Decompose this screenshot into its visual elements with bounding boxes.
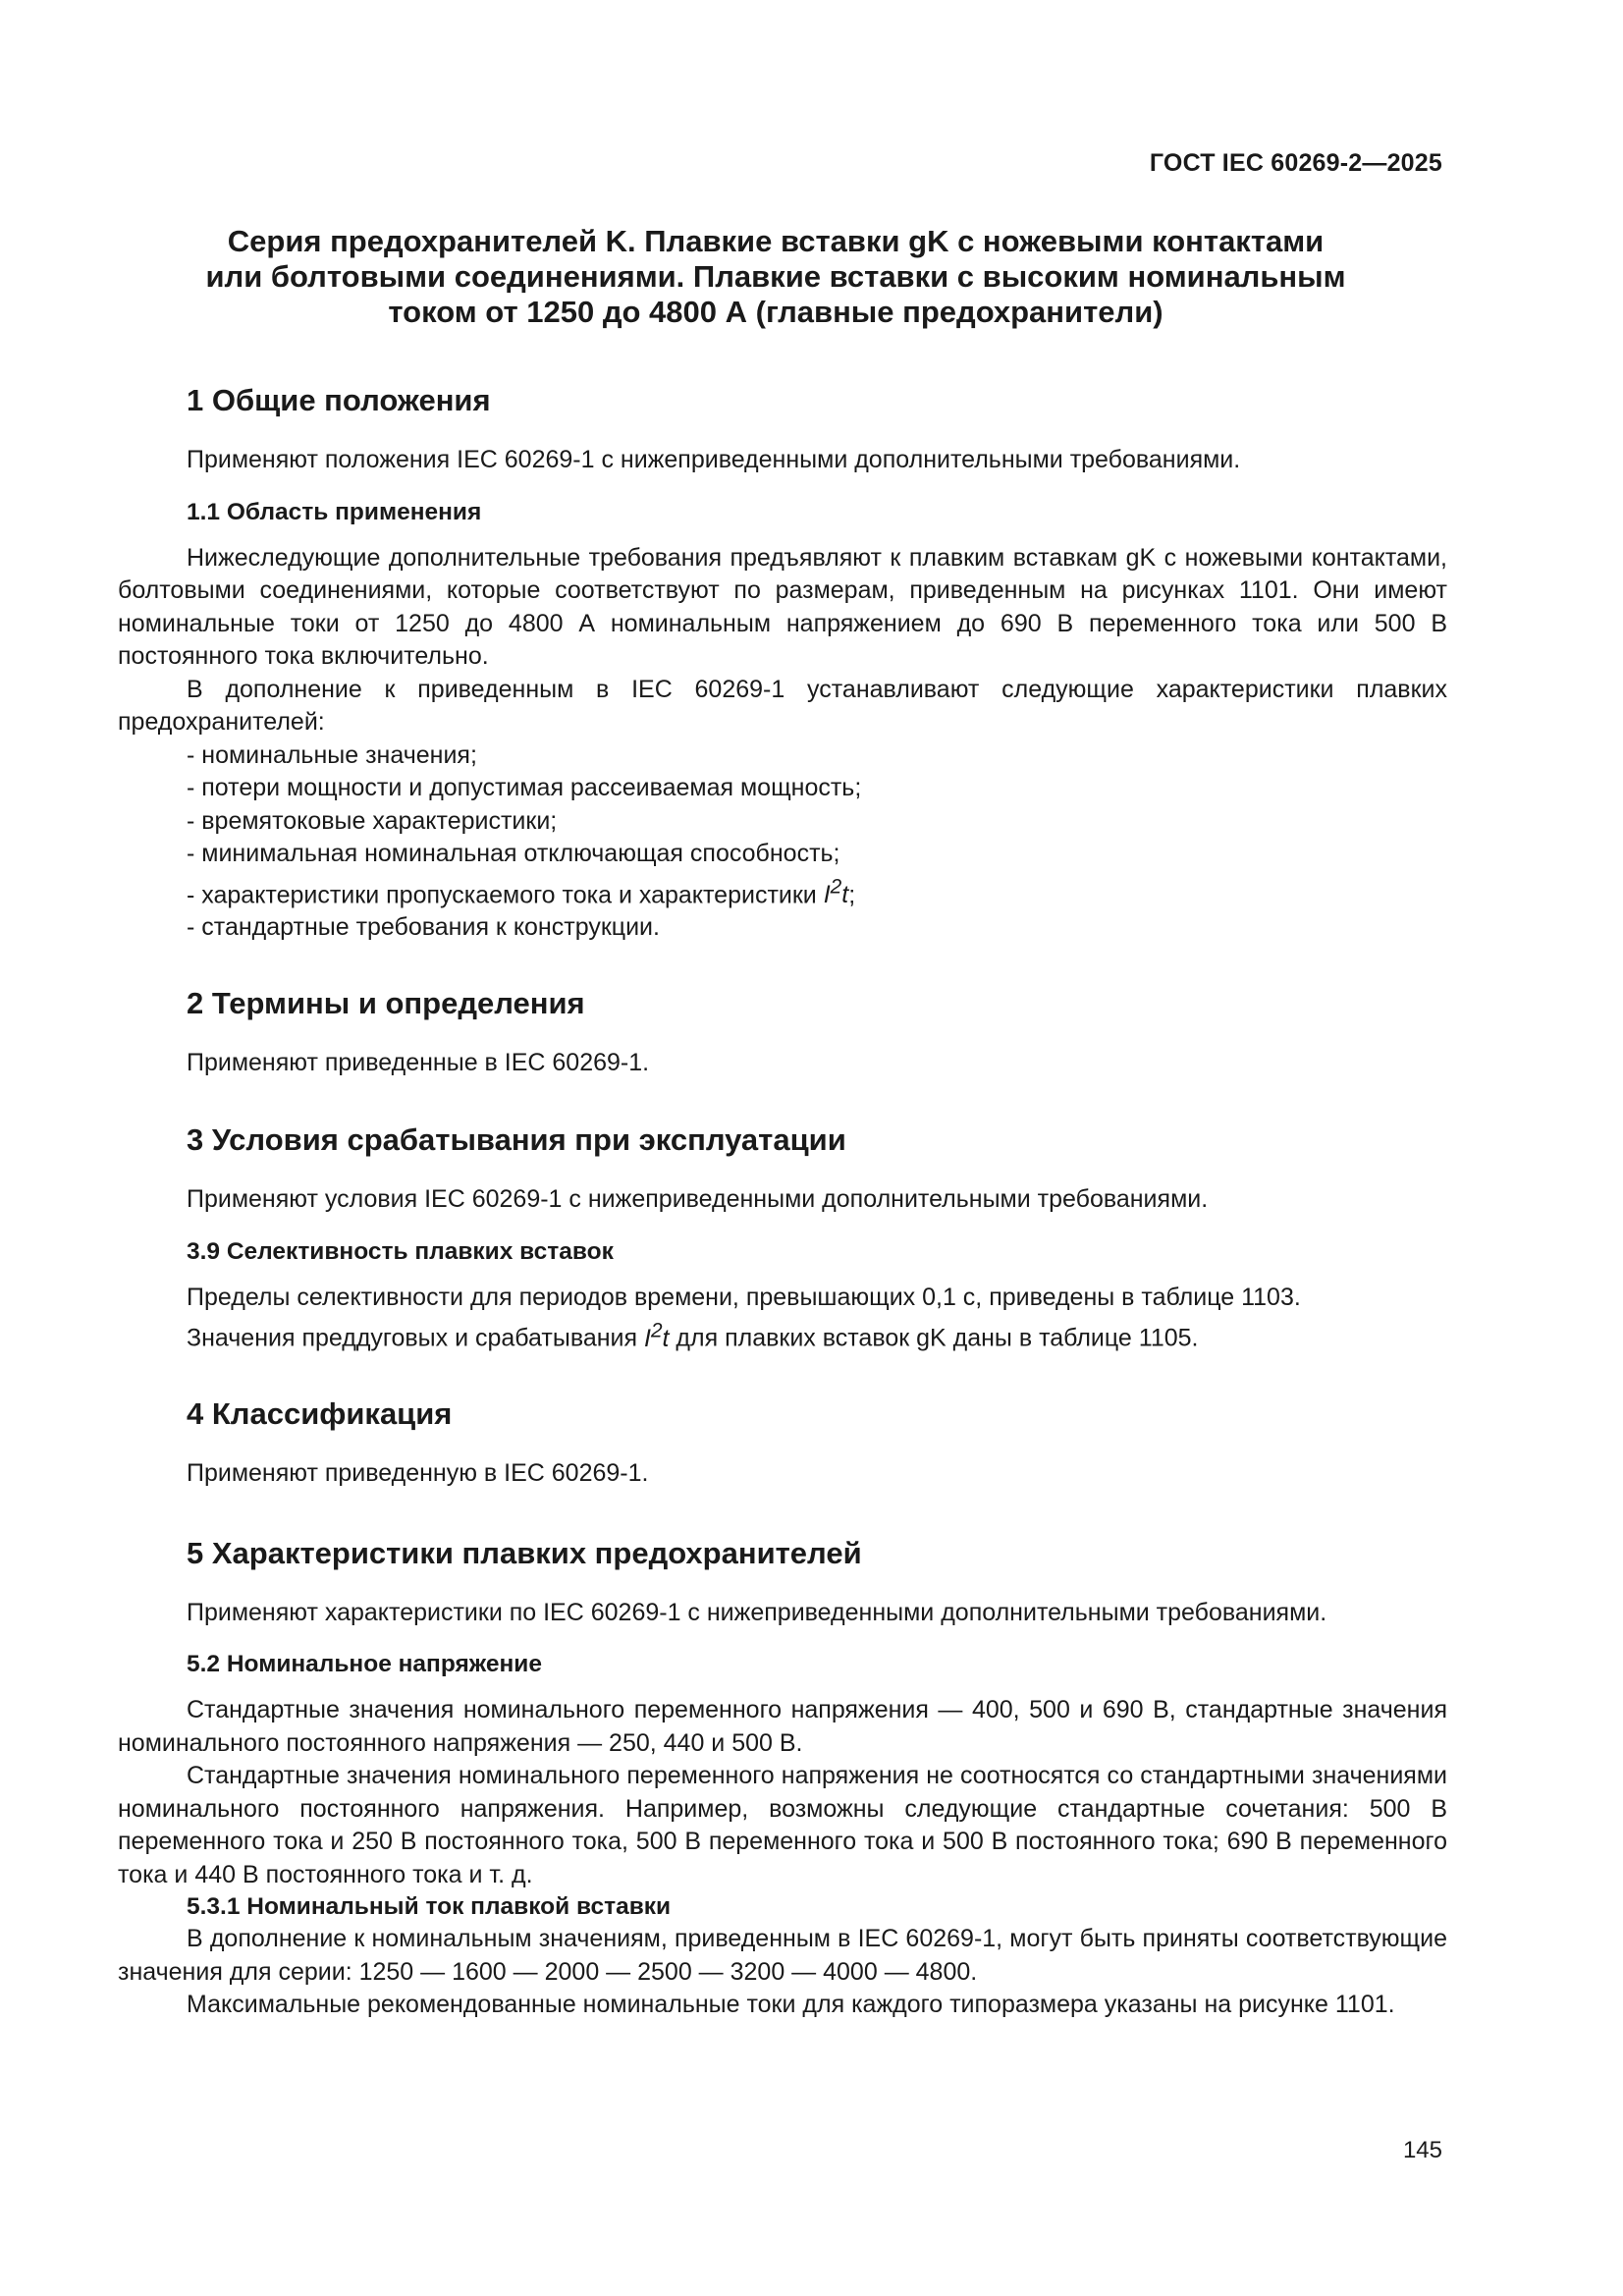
paragraph-text: для плавких вставок gK даны в таблице 1105. [669,1324,1199,1352]
document-title [147,224,1404,330]
symbol-i: I [643,1324,651,1352]
symbol-t: t [841,880,849,908]
subsection-heading-5-2: 5.2 Номинальное напряжение [187,1651,542,1678]
document-body [118,381,1447,2022]
paragraph-text: Значения преддуговых и срабатывания [187,1324,644,1352]
paragraph [118,1314,1447,1355]
paragraph: Нижеследующие дополнительные требования предъявляют к плавким вставкам gK с ножевыми контактами, болтовыми соединениями, которые соответствуют по размерам, приведенным на рисунках 1101. Они имеют номинальные токи от 1250 до 4800 А номинальным напряжением до 690 В переменного тока или 500 В постоянного тока включительно. [118,543,1447,670]
section-1-lead: Применяют положения IEC 60269-1 с нижеприведенными дополнительными требованиями. [187,446,1241,473]
i2t-symbol [823,875,849,908]
title-line: током от 1250 до 4800 А (главные предохранители) [388,295,1163,329]
symbol-exponent: 2 [650,1319,663,1342]
list-item [118,871,1447,912]
section-heading-1: 1 Общие положения [187,383,491,417]
section-heading-3: 3 Условия срабатывания при эксплуатации [187,1122,846,1158]
section-3-lead: Применяют условия IEC 60269-1 с нижеприведенными дополнительными требованиями. [187,1185,1209,1214]
section-heading-5: 5 Характеристики плавких предохранителей [187,1535,862,1570]
list-item: - номинальные значения; [187,740,477,769]
symbol-exponent: 2 [830,875,842,899]
title-line: или болтовыми соединениями. Плавкие вставки с высоким номинальным [205,259,1346,294]
document-code: ГОСТ IEC 60269-2—2025 [1149,149,1442,177]
page-number: 145 [1402,2137,1442,2163]
title-line: Серия предохранителей K. Плавкие вставки gK с ножевыми контактами [227,224,1325,258]
paragraph: Максимальные рекомендованные номинальные токи для каждого типоразмера указаны на рисунке 1101. [187,1991,1395,2019]
paragraph: Стандартные значения номинального переменного напряжения — 400, 500 и 690 В, стандартные значения номинального постоянного напряжения — 250, 440 и 500 В. [118,1696,1447,1757]
section-5-lead: Применяют характеристики по IEC 60269-1 с нижеприведенными дополнительными требованиями. [187,1598,1327,1626]
paragraph: Пределы селективности для периодов времени, превышающих 0,1 с, приведены в таблице 1103. [187,1283,1301,1311]
subsection-heading-5-3-1: 5.3.1 Номинальный ток плавкой вставки [187,1893,672,1921]
section-2-lead: Применяют приведенные в IEC 60269-1. [187,1048,650,1076]
subsection-heading-3-9: 3.9 Селективность плавких вставок [187,1237,614,1265]
list-item: - стандартные требования к конструкции. [187,913,660,942]
paragraph: В дополнение к номинальным значениям, приведенным в IEC 60269-1, могут быть приняты соответствующие значения для серии: 1250 — 1600 — 2000 — 2500 — 3200 — 4000 — 4800. [118,1925,1447,1986]
list-item: - минимальная номинальная отключающая способность; [187,840,840,867]
characteristics-list [118,739,1447,945]
section-heading-4: 4 Классификация [187,1396,453,1432]
i2t-symbol [643,1319,670,1352]
subsection-heading-1-1: 1.1 Область применения [187,498,482,525]
list-item-text: - характеристики пропускаемого тока и характеристики [187,880,824,908]
list-item-suffix: ; [848,880,856,908]
list-item: - потери мощности и допустимая рассеиваемая мощность; [187,774,862,801]
section-heading-2: 2 Термины и определения [187,985,585,1020]
paragraph: В дополнение к приведенным в IEC 60269-1 устанавливают следующие характеристики плавких предохранителей: [118,675,1447,736]
symbol-i: I [823,880,831,908]
section-4-lead: Применяют приведенную в IEC 60269-1. [187,1459,649,1488]
symbol-t: t [662,1324,670,1352]
list-item: - времятоковые характеристики; [187,806,558,835]
paragraph: Стандартные значения номинального переменного напряжения не соотносятся со стандартными значениями номинального постоянного напряжения. Например, возможны следующие стандартные сочетания: 500 В переменного тока и 250 В постоянного тока, 500 В переменного тока и 500 В постоянного тока; 690 В переменного тока и 440 В постоянного тока и т. д. [118,1762,1447,1888]
